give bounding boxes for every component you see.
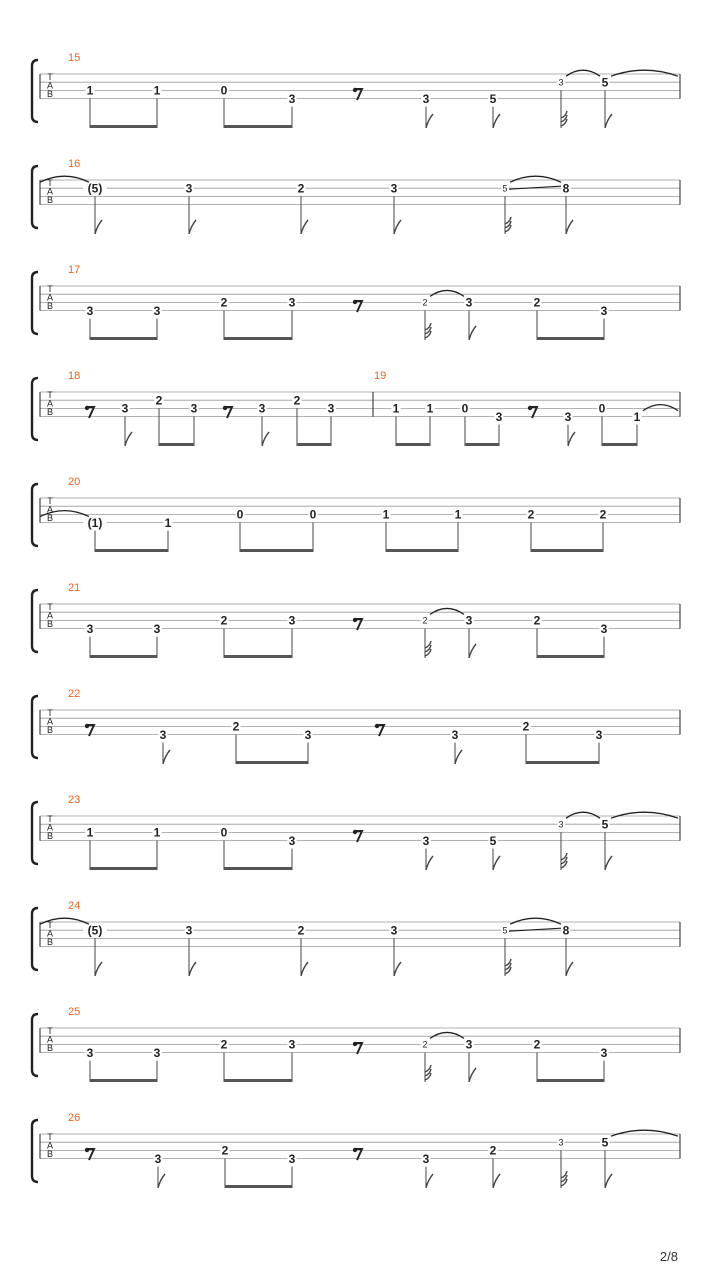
beam bbox=[526, 761, 599, 764]
fret-number: 1 bbox=[164, 515, 172, 530]
grace-note: 2 bbox=[422, 615, 428, 626]
fret-number: 2 bbox=[155, 393, 163, 408]
eighth-rest-dot bbox=[375, 724, 379, 728]
grace-note: 3 bbox=[558, 819, 564, 830]
fret-number: 2 bbox=[232, 719, 240, 734]
slide-line bbox=[509, 186, 561, 189]
fret-number: 3 bbox=[465, 613, 473, 628]
note-flag bbox=[605, 856, 612, 870]
tab-clef-letter: B bbox=[46, 619, 54, 629]
beam bbox=[224, 125, 292, 128]
tab-system bbox=[32, 688, 680, 764]
note-flag bbox=[301, 220, 308, 234]
fret-number: 3 bbox=[600, 621, 608, 636]
eighth-rest-dot bbox=[223, 406, 227, 410]
beam bbox=[386, 549, 458, 552]
fret-number: 2 bbox=[522, 719, 530, 734]
fret-number: 3 bbox=[390, 923, 398, 938]
system-bracket bbox=[32, 590, 38, 652]
system-bracket bbox=[32, 696, 38, 758]
fret-number: 0 bbox=[461, 401, 469, 416]
note-flag bbox=[301, 962, 308, 976]
fret-number: 3 bbox=[422, 833, 430, 848]
beam bbox=[537, 655, 604, 658]
tie-arc bbox=[430, 608, 464, 614]
fret-number: 2 bbox=[297, 923, 305, 938]
fret-number: 3 bbox=[153, 621, 161, 636]
note-flag bbox=[394, 962, 401, 976]
fret-number: 1 bbox=[86, 83, 94, 98]
fret-number: 3 bbox=[185, 923, 193, 938]
beam bbox=[90, 655, 157, 658]
note-flag bbox=[566, 962, 573, 976]
beam bbox=[240, 549, 313, 552]
system-bracket bbox=[32, 272, 38, 334]
beam bbox=[224, 337, 292, 340]
grace-note: 3 bbox=[558, 1137, 564, 1148]
fret-number: 3 bbox=[288, 1037, 296, 1052]
note-flag bbox=[493, 856, 500, 870]
fret-number: 5 bbox=[489, 91, 497, 106]
fret-number: 3 bbox=[304, 727, 312, 742]
tab-clef-letter: A bbox=[46, 1140, 54, 1151]
note-flag bbox=[262, 432, 269, 446]
fret-number: 3 bbox=[288, 1151, 296, 1166]
fret-number: 3 bbox=[390, 181, 398, 196]
fret-number: 3 bbox=[185, 181, 193, 196]
fret-number: 3 bbox=[288, 833, 296, 848]
fret-number: 1 bbox=[153, 83, 161, 98]
fret-number: 2 bbox=[527, 507, 535, 522]
fret-number: 0 bbox=[598, 401, 606, 416]
tab-system bbox=[32, 52, 680, 128]
grace-note: 5 bbox=[502, 925, 508, 936]
fret-number: 2 bbox=[489, 1143, 497, 1158]
tab-clef-letter: A bbox=[46, 716, 54, 727]
beam bbox=[224, 655, 292, 658]
eighth-rest-dot bbox=[528, 406, 532, 410]
tie-arc bbox=[510, 176, 561, 182]
tie-arc bbox=[430, 1032, 464, 1038]
measure-number: 16 bbox=[68, 158, 81, 170]
note-flag bbox=[455, 750, 462, 764]
fret-number: 1 bbox=[382, 507, 390, 522]
tab-clef-letter: T bbox=[47, 602, 53, 612]
grace-note: 2 bbox=[422, 1039, 428, 1050]
fret-number: 2 bbox=[221, 1143, 229, 1158]
beam bbox=[224, 1079, 292, 1082]
fret-number: (5) bbox=[87, 181, 103, 196]
note-flag bbox=[125, 432, 132, 446]
tie-arc bbox=[643, 405, 678, 411]
fret-number: 1 bbox=[454, 507, 462, 522]
note-flag bbox=[469, 1068, 476, 1082]
eighth-rest-dot bbox=[353, 618, 357, 622]
tab-clef-letter: T bbox=[47, 708, 53, 718]
fret-number: 0 bbox=[220, 825, 228, 840]
tab-clef-letter: A bbox=[46, 80, 54, 91]
tab-system bbox=[32, 264, 680, 340]
tab-system bbox=[32, 476, 680, 552]
tab-clef-letter: A bbox=[46, 928, 54, 939]
eighth-rest-dot bbox=[85, 1148, 89, 1152]
fret-number: 3 bbox=[86, 303, 94, 318]
tab-system bbox=[32, 370, 680, 446]
fret-number: 3 bbox=[600, 1045, 608, 1060]
fret-number: 2 bbox=[220, 295, 228, 310]
fret-number: 2 bbox=[599, 507, 607, 522]
tie-arc bbox=[566, 812, 600, 818]
system-bracket bbox=[32, 802, 38, 864]
tab-clef-letter: A bbox=[46, 186, 54, 197]
fret-number: 3 bbox=[154, 1151, 162, 1166]
system-bracket bbox=[32, 378, 38, 440]
measure-number: 19 bbox=[374, 370, 387, 382]
fret-number: 8 bbox=[562, 181, 570, 196]
tab-clef-letter: A bbox=[46, 1034, 54, 1045]
measure-number: 20 bbox=[68, 476, 81, 488]
tab-clef-letter: B bbox=[46, 831, 54, 841]
fret-number: 2 bbox=[220, 613, 228, 628]
note-flag bbox=[394, 220, 401, 234]
note-flag bbox=[568, 432, 575, 446]
system-bracket bbox=[32, 1014, 38, 1076]
fret-number: 3 bbox=[86, 621, 94, 636]
beam bbox=[297, 443, 331, 446]
tab-system bbox=[32, 158, 680, 234]
beam bbox=[236, 761, 308, 764]
beam bbox=[95, 549, 168, 552]
beam bbox=[90, 125, 157, 128]
tab-clef-letter: B bbox=[46, 301, 54, 311]
tab-clef-letter: T bbox=[47, 390, 53, 400]
fret-number: 3 bbox=[564, 409, 572, 424]
fret-number: 3 bbox=[258, 401, 266, 416]
tab-clef-letter: B bbox=[46, 513, 54, 523]
tie-arc bbox=[611, 812, 678, 818]
fret-number: 3 bbox=[288, 295, 296, 310]
note-flag bbox=[493, 114, 500, 128]
tab-clef-letter: B bbox=[46, 725, 54, 735]
tab-system bbox=[32, 794, 680, 870]
beam bbox=[224, 867, 292, 870]
tab-clef-letter: T bbox=[47, 496, 53, 506]
fret-number: 2 bbox=[220, 1037, 228, 1052]
fret-number: 3 bbox=[190, 401, 198, 416]
fret-number: 5 bbox=[601, 817, 609, 832]
note-flag bbox=[426, 856, 433, 870]
fret-number: 3 bbox=[465, 1037, 473, 1052]
fret-number: 1 bbox=[426, 401, 434, 416]
tie-arc bbox=[430, 290, 464, 296]
tab-system bbox=[32, 1112, 680, 1188]
note-flag bbox=[158, 1174, 165, 1188]
fret-number: 3 bbox=[451, 727, 459, 742]
fret-number: 3 bbox=[121, 401, 129, 416]
tab-system bbox=[32, 900, 680, 976]
tab-clef-letter: B bbox=[46, 1043, 54, 1053]
beam bbox=[602, 443, 637, 446]
fret-number: 2 bbox=[533, 295, 541, 310]
fret-number: 2 bbox=[297, 181, 305, 196]
measure-number: 18 bbox=[68, 370, 81, 382]
slide-line bbox=[509, 928, 561, 931]
beam bbox=[537, 1079, 604, 1082]
note-flag bbox=[605, 114, 612, 128]
fret-number: 3 bbox=[600, 303, 608, 318]
system-bracket bbox=[32, 60, 38, 122]
grace-note: 2 bbox=[422, 297, 428, 308]
tab-clef-letter: A bbox=[46, 292, 54, 303]
fret-number: 0 bbox=[236, 507, 244, 522]
tie-arc bbox=[611, 1130, 678, 1136]
beam bbox=[159, 443, 194, 446]
tab-clef-letter: A bbox=[46, 398, 54, 409]
fret-number: 1 bbox=[633, 409, 641, 424]
beam bbox=[537, 337, 604, 340]
fret-number: 3 bbox=[159, 727, 167, 742]
fret-number: 5 bbox=[489, 833, 497, 848]
fret-number: 1 bbox=[86, 825, 94, 840]
tab-clef-letter: T bbox=[47, 72, 53, 82]
fret-number: 0 bbox=[309, 507, 317, 522]
fret-number: 3 bbox=[327, 401, 335, 416]
tab-system bbox=[32, 1006, 680, 1082]
tab-clef-letter: B bbox=[46, 1149, 54, 1159]
fret-number: 3 bbox=[422, 1151, 430, 1166]
tab-system bbox=[32, 582, 680, 658]
tab-clef-letter: B bbox=[46, 89, 54, 99]
fret-number: 3 bbox=[465, 295, 473, 310]
tab-clef-letter: B bbox=[46, 407, 54, 417]
tab-clef-letter: A bbox=[46, 822, 54, 833]
tie-arc bbox=[566, 70, 600, 76]
fret-number: 3 bbox=[153, 1045, 161, 1060]
note-flag bbox=[189, 962, 196, 976]
fret-number: 1 bbox=[392, 401, 400, 416]
note-flag bbox=[493, 1174, 500, 1188]
system-bracket bbox=[32, 484, 38, 546]
grace-note: 3 bbox=[558, 77, 564, 88]
measure-number: 15 bbox=[68, 52, 81, 64]
note-flag bbox=[426, 114, 433, 128]
system-bracket bbox=[32, 1120, 38, 1182]
tab-clef-letter: T bbox=[47, 1132, 53, 1142]
eighth-rest-dot bbox=[85, 724, 89, 728]
fret-number: 3 bbox=[86, 1045, 94, 1060]
eighth-rest-dot bbox=[353, 1148, 357, 1152]
beam bbox=[90, 337, 157, 340]
tie-arc bbox=[611, 70, 678, 76]
fret-number: 3 bbox=[422, 91, 430, 106]
tab-clef-letter: T bbox=[47, 284, 53, 294]
measure-number: 23 bbox=[68, 794, 81, 806]
fret-number: 3 bbox=[495, 409, 503, 424]
measure-number: 25 bbox=[68, 1006, 81, 1018]
system-bracket bbox=[32, 908, 38, 970]
note-flag bbox=[426, 1174, 433, 1188]
beam bbox=[90, 867, 157, 870]
system-bracket bbox=[32, 166, 38, 228]
measure-number: 21 bbox=[68, 582, 81, 594]
note-flag bbox=[566, 220, 573, 234]
fret-number: 5 bbox=[601, 1135, 609, 1150]
fret-number: (1) bbox=[87, 515, 103, 530]
fret-number: 3 bbox=[288, 91, 296, 106]
beam bbox=[225, 1185, 292, 1188]
measure-number: 26 bbox=[68, 1112, 81, 1124]
note-flag bbox=[189, 220, 196, 234]
fret-number: 2 bbox=[533, 613, 541, 628]
eighth-rest-dot bbox=[353, 1042, 357, 1046]
tab-clef-letter: B bbox=[46, 937, 54, 947]
fret-number: 2 bbox=[533, 1037, 541, 1052]
fret-number: (5) bbox=[87, 923, 103, 938]
beam bbox=[531, 549, 603, 552]
tab-clef-letter: T bbox=[47, 920, 53, 930]
eighth-rest-dot bbox=[353, 300, 357, 304]
tab-clef-letter: T bbox=[47, 178, 53, 188]
fret-number: 2 bbox=[293, 393, 301, 408]
measure-number: 22 bbox=[68, 688, 81, 700]
fret-number: 3 bbox=[595, 727, 603, 742]
tab-clef-letter: B bbox=[46, 195, 54, 205]
note-flag bbox=[95, 962, 102, 976]
fret-number: 8 bbox=[562, 923, 570, 938]
measure-number: 24 bbox=[68, 900, 81, 912]
page-number: 2/8 bbox=[659, 1249, 678, 1264]
fret-number: 3 bbox=[288, 613, 296, 628]
fret-number: 1 bbox=[153, 825, 161, 840]
tab-clef-letter: A bbox=[46, 610, 54, 621]
note-flag bbox=[605, 1174, 612, 1188]
beam bbox=[396, 443, 430, 446]
beam bbox=[465, 443, 499, 446]
fret-number: 5 bbox=[601, 75, 609, 90]
tab-clef-letter: A bbox=[46, 504, 54, 515]
note-flag bbox=[95, 220, 102, 234]
tab-clef-letter: T bbox=[47, 814, 53, 824]
eighth-rest-dot bbox=[85, 406, 89, 410]
note-flag bbox=[469, 644, 476, 658]
eighth-rest-dot bbox=[353, 88, 357, 92]
grace-note: 5 bbox=[502, 183, 508, 194]
eighth-rest-dot bbox=[353, 830, 357, 834]
beam bbox=[90, 1079, 157, 1082]
fret-number: 0 bbox=[220, 83, 228, 98]
measure-number: 17 bbox=[68, 264, 81, 276]
note-flag bbox=[469, 326, 476, 340]
note-flag bbox=[163, 750, 170, 764]
fret-number: 3 bbox=[153, 303, 161, 318]
tab-clef-letter: T bbox=[47, 1026, 53, 1036]
tie-arc bbox=[510, 918, 561, 924]
